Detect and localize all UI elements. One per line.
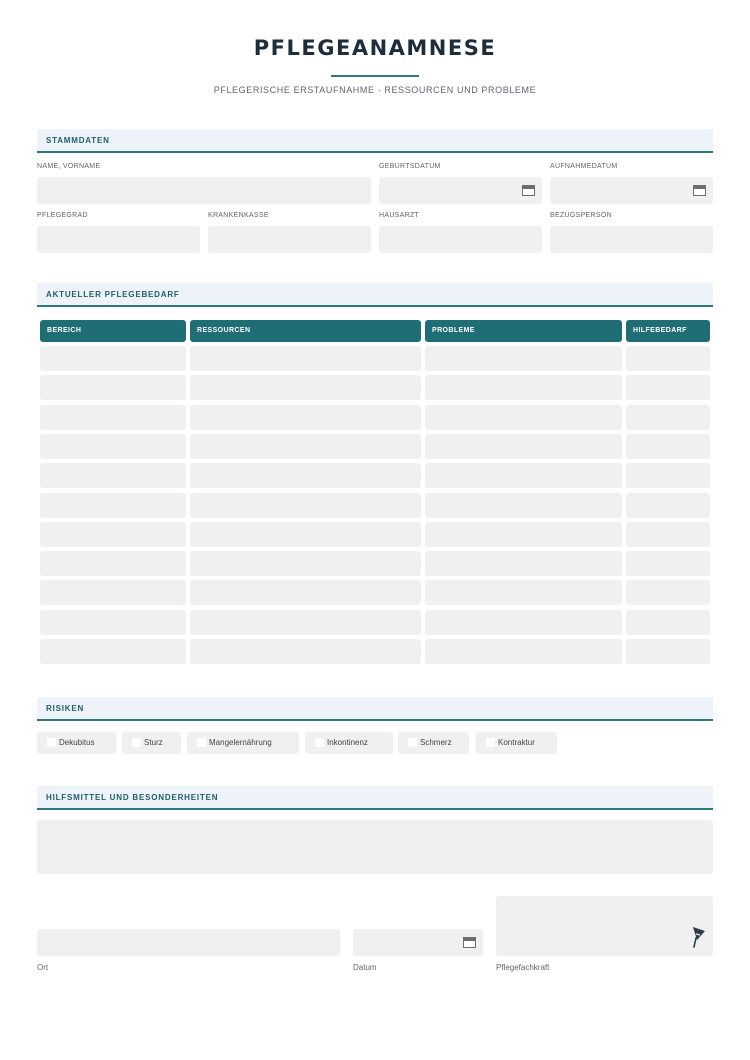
table-cell-probleme[interactable] (425, 346, 622, 371)
section-hilfsmittel (37, 786, 713, 810)
pflegegrad-label: PFLEGEGRAD (37, 212, 88, 219)
risk-dekubitus[interactable] (37, 732, 116, 754)
column-header-probleme: PROBLEME (425, 320, 622, 342)
fachkraft-label: Pflegefachkraft (496, 963, 550, 972)
column-header-ressourcen: RESSOURCEN (190, 320, 421, 342)
table-cell-bereich[interactable] (40, 405, 186, 430)
calendar-icon[interactable] (463, 937, 476, 948)
name-field[interactable] (37, 177, 371, 204)
table-cell-hilfebedarf[interactable] (626, 639, 710, 664)
krankenkasse-label: KRANKENKASSE (208, 212, 269, 219)
checkbox[interactable] (408, 738, 417, 747)
table-cell-ressourcen[interactable] (190, 522, 421, 547)
page-subtitle: PFLEGERISCHE ERSTAUFNAHME · RESSOURCEN UND PROBLEME (213, 85, 537, 95)
datum-field[interactable] (353, 929, 483, 956)
checkbox[interactable] (315, 738, 324, 747)
hausarzt-field[interactable] (379, 226, 542, 253)
section-title: RISIKEN (46, 704, 85, 713)
table-cell-probleme[interactable] (425, 493, 622, 518)
table-cell-hilfebedarf[interactable] (626, 493, 710, 518)
pen-icon (691, 926, 707, 948)
section-risiken (37, 697, 713, 721)
table-cell-hilfebedarf[interactable] (626, 463, 710, 488)
calendar-icon[interactable] (693, 185, 706, 196)
table-cell-probleme[interactable] (425, 639, 622, 664)
risk-label: Sturz (144, 738, 163, 747)
table-cell-probleme[interactable] (425, 580, 622, 605)
title-divider (331, 75, 419, 77)
bezugsperson-field[interactable] (550, 226, 713, 253)
page-title: PFLEGEANAMNESE (253, 36, 497, 60)
risk-label: Kontraktur (498, 738, 535, 747)
risk-label: Mangelernährung (209, 738, 272, 747)
table-cell-bereich[interactable] (40, 375, 186, 400)
table-cell-bereich[interactable] (40, 522, 186, 547)
name-label: NAME, VORNAME (37, 163, 101, 170)
table-cell-probleme[interactable] (425, 434, 622, 459)
table-cell-bereich[interactable] (40, 463, 186, 488)
table-cell-probleme[interactable] (425, 463, 622, 488)
aufnahmedatum-field[interactable] (550, 177, 713, 204)
table-cell-bereich[interactable] (40, 551, 186, 576)
ort-field[interactable] (37, 929, 340, 956)
bezugsperson-label: BEZUGSPERSON (550, 212, 612, 219)
risk-mangelernaehrung[interactable] (187, 732, 299, 754)
table-cell-ressourcen[interactable] (190, 405, 421, 430)
hausarzt-label: HAUSARZT (379, 212, 420, 219)
risk-kontraktur[interactable] (476, 732, 557, 754)
pflegegrad-field[interactable] (37, 226, 200, 253)
table-cell-probleme[interactable] (425, 522, 622, 547)
section-title: AKTUELLER PFLEGEBEDARF (46, 290, 180, 299)
section-title: HILFSMITTEL UND BESONDERHEITEN (46, 793, 219, 802)
risk-label: Schmerz (420, 738, 452, 747)
table-cell-probleme[interactable] (425, 551, 622, 576)
signature-field[interactable] (496, 896, 713, 956)
table-cell-hilfebedarf[interactable] (626, 346, 710, 371)
table-cell-bereich[interactable] (40, 346, 186, 371)
section-title: STAMMDATEN (46, 136, 110, 145)
table-cell-ressourcen[interactable] (190, 580, 421, 605)
checkbox[interactable] (197, 738, 206, 747)
table-cell-hilfebedarf[interactable] (626, 375, 710, 400)
risk-sturz[interactable] (122, 732, 181, 754)
table-cell-hilfebedarf[interactable] (626, 551, 710, 576)
ort-label: Ort (37, 963, 49, 972)
table-cell-ressourcen[interactable] (190, 551, 421, 576)
hilfsmittel-textarea[interactable] (37, 820, 713, 874)
table-cell-hilfebedarf[interactable] (626, 610, 710, 635)
table-cell-ressourcen[interactable] (190, 639, 421, 664)
checkbox[interactable] (132, 738, 141, 747)
column-header-bereich: BEREICH (40, 320, 186, 342)
table-cell-hilfebedarf[interactable] (626, 580, 710, 605)
table-cell-bereich[interactable] (40, 610, 186, 635)
table-cell-probleme[interactable] (425, 610, 622, 635)
table-cell-hilfebedarf[interactable] (626, 434, 710, 459)
table-cell-ressourcen[interactable] (190, 375, 421, 400)
checkbox[interactable] (47, 738, 56, 747)
geburtsdatum-field[interactable] (379, 177, 542, 204)
geburtsdatum-label: GEBURTSDATUM (379, 163, 441, 170)
risk-label: Inkontinenz (327, 738, 368, 747)
table-cell-probleme[interactable] (425, 405, 622, 430)
column-header-hilfebedarf: HILFEBEDARF (626, 320, 710, 342)
table-cell-bereich[interactable] (40, 639, 186, 664)
risk-label: Dekubitus (59, 738, 95, 747)
table-cell-probleme[interactable] (425, 375, 622, 400)
risk-schmerz[interactable] (398, 732, 469, 754)
checkbox[interactable] (486, 738, 495, 747)
table-cell-ressourcen[interactable] (190, 493, 421, 518)
table-cell-bereich[interactable] (40, 493, 186, 518)
aufnahmedatum-label: AUFNAHMEDATUM (550, 163, 618, 170)
table-cell-hilfebedarf[interactable] (626, 522, 710, 547)
table-cell-hilfebedarf[interactable] (626, 405, 710, 430)
table-cell-ressourcen[interactable] (190, 463, 421, 488)
table-cell-bereich[interactable] (40, 434, 186, 459)
krankenkasse-field[interactable] (208, 226, 371, 253)
table-cell-ressourcen[interactable] (190, 346, 421, 371)
calendar-icon[interactable] (522, 185, 535, 196)
section-stammdaten (37, 129, 713, 153)
table-cell-ressourcen[interactable] (190, 610, 421, 635)
section-pflegebedarf (37, 283, 713, 307)
table-cell-ressourcen[interactable] (190, 434, 421, 459)
table-cell-bereich[interactable] (40, 580, 186, 605)
datum-label: Datum (353, 963, 377, 972)
risk-inkontinenz[interactable] (305, 732, 393, 754)
